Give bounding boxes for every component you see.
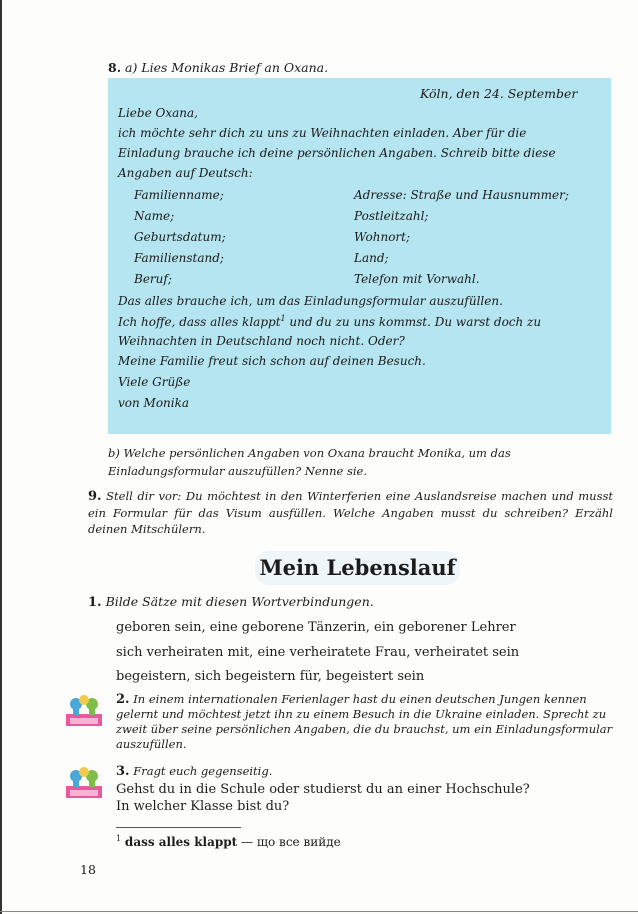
exercise-instruction: a) Lies Monikas Brief an Oxana. bbox=[125, 60, 329, 75]
letter-signature: von Monika bbox=[118, 396, 190, 410]
form-field-right: Postleitzahl; bbox=[354, 209, 429, 223]
form-field-right: Wohnort; bbox=[354, 230, 411, 244]
phrase-line: sich verheiraten mit, eine verheiratete Frau, verheiratet sein bbox=[116, 645, 520, 660]
form-field-left: Familienname; bbox=[134, 188, 224, 202]
form-field-right: Telefon mit Vorwahl. bbox=[354, 272, 480, 286]
question-line: Gehst du in die Schule oder studierst du an einer Hochschule? bbox=[116, 782, 530, 797]
exercise-8-heading bbox=[108, 60, 328, 75]
form-field-left: Name; bbox=[134, 209, 175, 223]
letter-line: Einladung brauche ich deine persönlichen Angaben. Schreib bitte diese bbox=[118, 146, 556, 160]
group-work-icon bbox=[60, 764, 108, 802]
exercise-1-heading: 1. Bilde Sätze mit diesen Wortverbindungen. bbox=[88, 594, 374, 610]
footnote-rule bbox=[116, 827, 241, 828]
form-field-left: Familienstand; bbox=[134, 251, 224, 265]
group-work-icon bbox=[60, 692, 108, 730]
page-edge-line bbox=[0, 0, 2, 914]
form-field-right: Adresse: Straße und Hausnummer; bbox=[354, 188, 569, 202]
exercise-8b: b) Welche persönlichen Angaben von Oxana braucht Monika, um das Einladungsformular auszufüllen? Nenne sie. bbox=[108, 446, 511, 478]
form-field-right: Land; bbox=[354, 251, 389, 265]
letter-line: Angaben auf Deutsch: bbox=[118, 166, 253, 180]
form-field-left: Beruf; bbox=[134, 272, 172, 286]
letter-salutation: Liebe Oxana, bbox=[118, 106, 198, 120]
exercise-9: 9. Stell dir vor: Du möchtest in den Winterferien eine Auslandsreise machen und musst ein Formular für das Visum ausfüllen. Welche Angaben musst du schreiben? Erzähl deinen Mitschülern. bbox=[88, 489, 613, 536]
letter-line: Das alles brauche ich, um das Einladungsformular auszufüllen. bbox=[118, 294, 503, 308]
footnote: $^1$ dass alles klappt — що все вийде bbox=[116, 834, 341, 849]
letter-line: Ich hoffe, dass alles klappt$^1$ und du zu uns kommst. Du warst doch zu bbox=[118, 314, 542, 329]
page-bottom-line bbox=[0, 911, 638, 912]
letter-line: Weihnachten in Deutschland noch nicht. Oder? bbox=[118, 334, 405, 348]
page-number: 18 bbox=[80, 862, 96, 877]
form-field-left: Geburtsdatum; bbox=[134, 230, 226, 244]
exercise-3-heading: 3. Fragt euch gegenseitig. bbox=[116, 764, 273, 779]
letter-closing: Viele Grüße bbox=[118, 375, 191, 389]
letter-line: Meine Familie freut sich schon auf deinen Besuch. bbox=[118, 354, 426, 368]
exercise-2: 2. In einem internationalen Ferienlager hast du einen deutschen Jungen kennen gelernt und möchtest jetzt ihn zu einem Besuch in die Ukraine einladen. Sprecht zu zweit über seine persönlichen Angaben, die du brauchst, um ein Einladungsformular auszufüllen. bbox=[116, 692, 613, 751]
exercise-number: 8. bbox=[108, 60, 122, 75]
phrase-line: geboren sein, eine geborene Tänzerin, ein geborener Lehrer bbox=[116, 620, 516, 635]
question-line: In welcher Klasse bist du? bbox=[116, 799, 290, 814]
phrase-line: begeistern, sich begeistern für, begeistert sein bbox=[116, 669, 425, 684]
section-title: Mein Lebenslauf bbox=[255, 551, 460, 585]
letter-box bbox=[108, 78, 611, 434]
letter-date: Köln, den 24. September bbox=[420, 86, 578, 101]
letter-line: ich möchte sehr dich zu uns zu Weihnachten einladen. Aber für die bbox=[118, 126, 527, 140]
